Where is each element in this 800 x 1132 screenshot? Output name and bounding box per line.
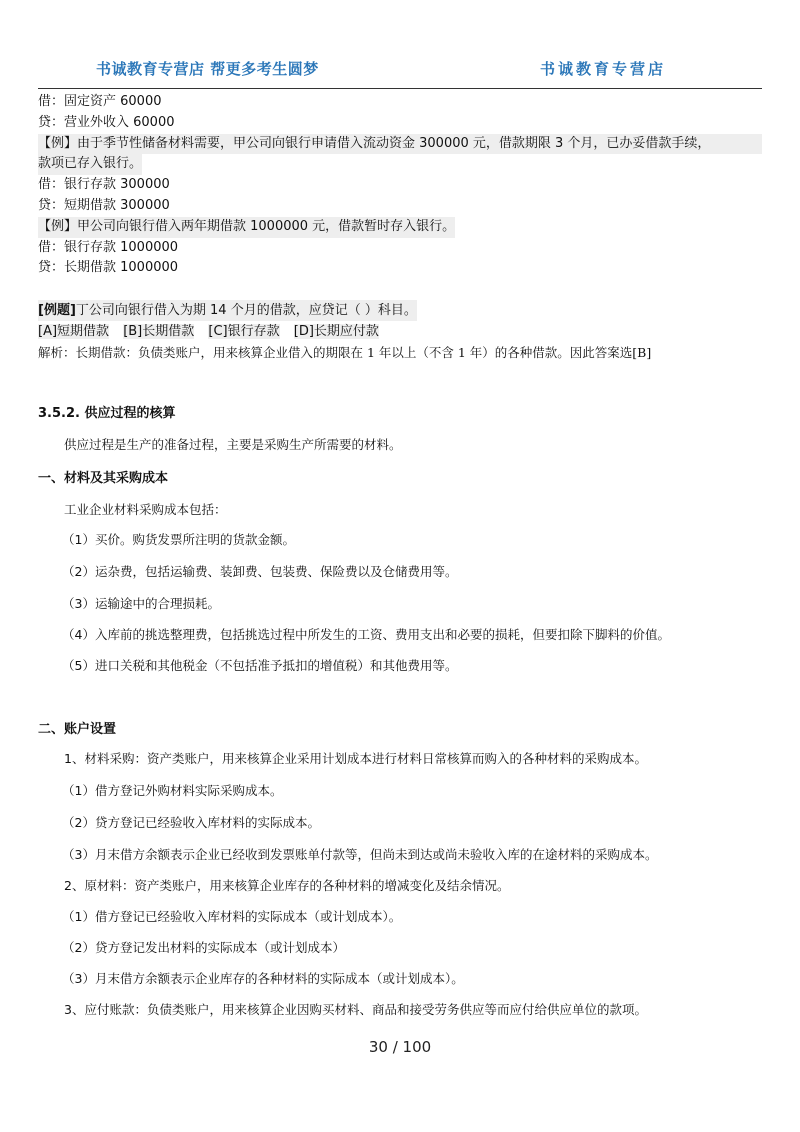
header-store-slogan: 书诚教育专营店 帮更多考生圆梦 [96,60,319,78]
entry-line: 借：银行存款 1000000 [38,239,179,255]
part2-line: （2）贷方登记已经验收入库材料的实际成本。 [62,815,320,830]
part1-heading: 一、材料及其采购成本 [38,471,169,486]
part2-line: （1）借方登记外购材料实际采购成本。 [62,783,283,798]
section-intro: 供应过程是生产的准备过程，主要是采购生产所需要的材料。 [64,437,402,452]
question-tag: [例题] [38,303,76,318]
entry-line: 贷：长期借款 1000000 [38,260,179,276]
part2-line: 1、材料采购：资产类账户，用来核算企业采用计划成本进行材料日常核算而购入的各种材料的采购成本。 [64,751,647,766]
option-a: [A]短期借款 [38,324,110,339]
entry-line: 借：固定资产 60000 [38,94,162,109]
option-c: [C]银行存款 [208,324,280,339]
section-heading: 3.5.2. 供应过程的核算 [38,406,176,421]
part2-line: （3）月末借方余额表示企业库存的各种材料的实际成本（或计划成本）。 [62,971,464,986]
entry-line: 贷：短期借款 300000 [38,197,170,213]
part1-item: （3）运输途中的合理损耗。 [62,596,220,611]
option-b: [B]长期借款 [123,324,195,339]
page-header [38,56,762,89]
part1-item: （4）入库前的挑选整理费，包括挑选过程中所发生的工资、费用支出和必要的损耗，但要扣除下脚料的价值。 [62,627,670,642]
part1-intro: 工业企业材料采购成本包括： [64,502,227,517]
part2-line: 3、应付账款：负债类账户，用来核算企业因购买材料、商品和接受劳务供应等而应付给供应单位的款项。 [64,1002,647,1017]
part1-item: （1）买价。购货发票所注明的货款金额。 [62,532,295,547]
part2-line: 2、原材料：资产类账户，用来核算企业库存的各种材料的增减变化及结余情况。 [64,878,510,893]
example-question [38,300,762,363]
example-line-cont: 款项已存入银行。 [38,154,142,175]
question-text: 丁公司向银行借入为期 14 个月的借款，应贷记（ ）科目。 [75,303,417,318]
page-number: 30 / 100 [368,1038,432,1056]
question-analysis: 解析：长期借款：负债类账户，用来核算企业借入的期限在 1 年以上（不含 1 年）的各种借款。因此答案选[B] [38,345,652,360]
entry-line: 借：银行存款 300000 [38,177,170,193]
question-options [38,321,762,342]
part2-heading: 二、账户设置 [38,722,117,737]
option-d: [D]长期应付款 [293,324,379,339]
header-store-name: 书诚教育专营店 [540,60,667,78]
part2-line: （3）月末借方余额表示企业已经收到发票账单付款等，但尚未到达或尚未验收入库的在途材料的采购成本。 [62,847,658,862]
entry-line: 贷：营业外收入 60000 [38,114,175,130]
part1-item: （5）进口关税和其他税金（不包括准予抵扣的增值税）和其他费用等。 [62,658,458,673]
journal-entries-block [38,92,762,279]
part2-line: （1）借方登记已经验收入库材料的实际成本（或计划成本）。 [62,909,402,924]
part2-line: （2）贷方登记发出材料的实际成本（或计划成本） [62,940,345,955]
example-line: 【例】由于季节性储备材料需要，甲公司向银行申请借入流动资金 300000 元，借款期限 3 个月，已办妥借款手续， [38,134,762,155]
example-line: 【例】甲公司向银行借入两年期借款 1000000 元，借款暂时存入银行。 [38,217,455,238]
part1-item: （2）运杂费，包括运输费、装卸费、包装费、保险费以及仓储费用等。 [62,564,458,579]
